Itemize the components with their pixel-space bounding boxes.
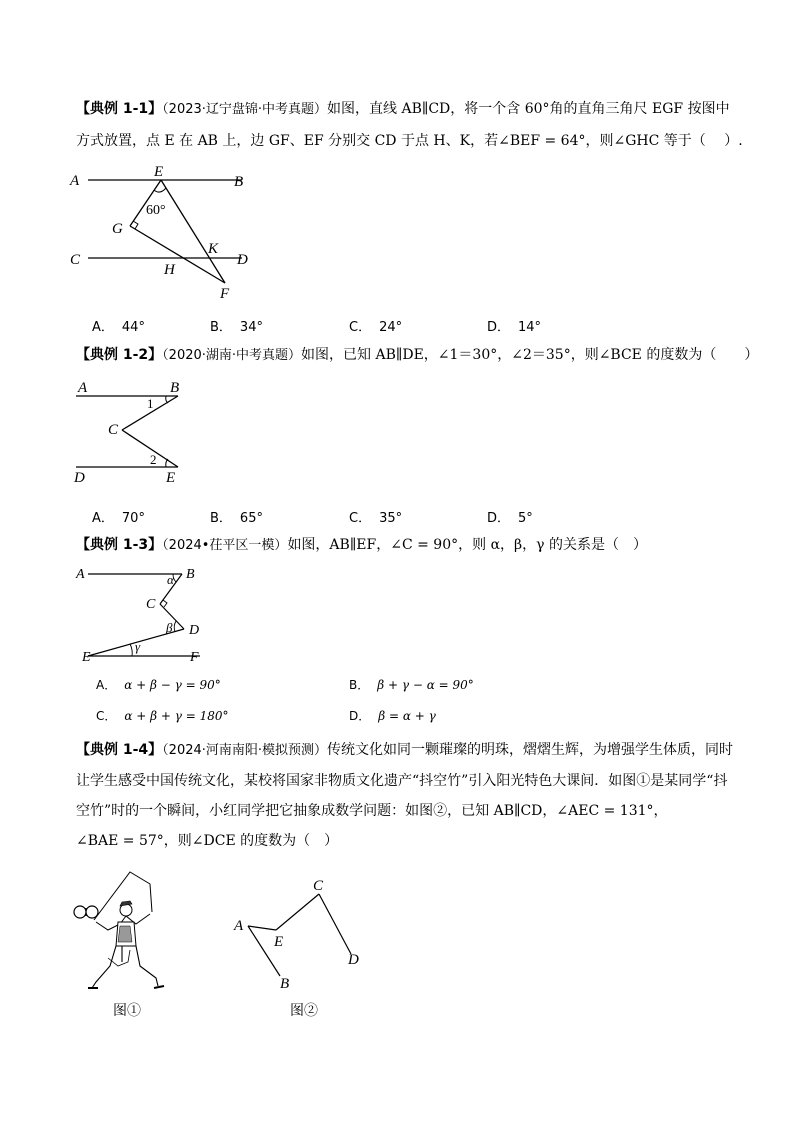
q4-text-1: 传统文化如同一颗璀璨的明珠，熠熠生辉，为增强学生体质，同时 bbox=[327, 742, 734, 758]
q2-option-c-label: C． bbox=[349, 511, 372, 526]
q2-label-1: 1 bbox=[147, 396, 154, 411]
q4-line2: 让学生感受中国传统文化，某校将国家非物质文化遗产“抖空竹”引入阳光特色大课间．如图①是某同学“抖 bbox=[76, 773, 728, 789]
q3-option-d-label: D． bbox=[349, 709, 371, 723]
q2-option-a[interactable] bbox=[92, 507, 145, 526]
q2-tag: 【典例 1-2】 bbox=[76, 347, 163, 363]
q1-option-b-label: B． bbox=[210, 320, 232, 335]
q3-figure bbox=[72, 562, 222, 670]
q1-line1 bbox=[76, 98, 730, 121]
q2-option-a-label: A． bbox=[92, 511, 114, 526]
q4-label-A: A bbox=[234, 918, 244, 934]
q3-option-c[interactable] bbox=[96, 707, 229, 724]
q1-label-B: B bbox=[234, 174, 244, 190]
q3-option-b-value: β + γ − α = 90° bbox=[377, 678, 474, 692]
q1-label-D: D bbox=[237, 252, 248, 268]
q1-label-angle: 60° bbox=[146, 203, 166, 218]
q2-option-b-value: 65° bbox=[239, 511, 263, 526]
q1-option-a-value: 44° bbox=[121, 320, 145, 335]
q3-option-d-value: β = α + γ bbox=[378, 709, 436, 723]
q3-option-a-value: α + β − γ = 90° bbox=[124, 678, 221, 692]
q3-label-gamma: γ bbox=[135, 639, 141, 654]
q3-text-1: 如图，AB∥EF，∠C = 90°，则 α，β，γ 的关系是（ ） bbox=[287, 537, 647, 553]
q1-label-F: F bbox=[220, 286, 230, 302]
q4-label-B: B bbox=[280, 976, 290, 992]
q2-label-A: A bbox=[78, 380, 88, 396]
q2-option-d[interactable] bbox=[487, 507, 533, 526]
q1-option-b[interactable] bbox=[210, 316, 263, 335]
q3-label-A: A bbox=[76, 567, 85, 582]
q3-label-beta: β bbox=[166, 620, 173, 635]
q1-option-b-value: 34° bbox=[239, 320, 263, 335]
q3-option-c-label: C． bbox=[96, 709, 117, 723]
q2-option-c[interactable] bbox=[349, 507, 402, 526]
q4-line1 bbox=[76, 739, 733, 762]
q3-option-a[interactable] bbox=[96, 676, 221, 693]
q1-option-a-label: A． bbox=[92, 320, 114, 335]
q2-figure bbox=[72, 378, 202, 488]
q1-label-G: G bbox=[112, 221, 123, 237]
q3-label-E: E bbox=[82, 650, 91, 665]
q2-option-c-value: 35° bbox=[379, 511, 403, 526]
q2-option-a-value: 70° bbox=[121, 511, 145, 526]
q2-option-b[interactable] bbox=[210, 507, 263, 526]
q3-option-d[interactable] bbox=[349, 707, 436, 724]
q4-line4: ∠BAE = 57°，则∠DCE 的度数为（ ） bbox=[76, 833, 339, 849]
q1-source: （2023·辽宁盘锦·中考真题） bbox=[162, 102, 328, 117]
q3-label-B: B bbox=[186, 567, 195, 582]
q3-source: （2024•茌平区一模） bbox=[162, 538, 288, 553]
q1-option-d-value: 14° bbox=[518, 320, 542, 335]
q1-option-c-value: 24° bbox=[379, 320, 403, 335]
q4-label-C: C bbox=[313, 878, 324, 894]
q1-figure bbox=[70, 160, 270, 305]
q3-option-b-label: B． bbox=[349, 678, 370, 692]
q3-option-b[interactable] bbox=[349, 676, 474, 693]
q2-option-b-label: B． bbox=[210, 511, 232, 526]
q1-option-d-label: D． bbox=[487, 320, 511, 335]
q3-tag: 【典例 1-3】 bbox=[76, 537, 163, 553]
q3-label-alpha: α bbox=[167, 572, 174, 587]
q3-label-D: D bbox=[189, 623, 200, 638]
q2-option-d-label: D． bbox=[487, 511, 511, 526]
q2-label-D: D bbox=[74, 470, 85, 486]
q1-label-A: A bbox=[70, 173, 80, 189]
q2-label-B: B bbox=[170, 380, 180, 396]
q2-text-1: 如图，已知 AB∥DE，∠1＝30°，∠2＝35°，则∠BCE 的度数为（ ） bbox=[301, 347, 759, 363]
q3-label-C: C bbox=[146, 597, 156, 612]
q4-figure2 bbox=[228, 874, 378, 994]
q1-label-H: H bbox=[164, 262, 175, 278]
q4-label-E: E bbox=[274, 934, 284, 950]
q1-option-d[interactable] bbox=[487, 316, 541, 335]
q1-option-c[interactable] bbox=[349, 316, 402, 335]
q4-caption-1: 图① bbox=[113, 1003, 141, 1019]
q4-figure1-illustration bbox=[70, 862, 170, 994]
q3-label-F: F bbox=[190, 650, 199, 665]
q2-label-E: E bbox=[166, 470, 176, 486]
q1-option-c-label: C． bbox=[349, 320, 372, 335]
q1-line2: 方式放置，点 E 在 AB 上，边 GF、EF 分别交 CD 于点 H、K，若∠BEF = 64°，则∠GHC 等于（ ）. bbox=[76, 133, 743, 149]
q1-tag: 【典例 1-1】 bbox=[76, 101, 163, 117]
q2-line1 bbox=[76, 344, 758, 367]
q1-label-C: C bbox=[70, 252, 81, 268]
q3-option-c-value: α + β + γ = 180° bbox=[124, 709, 229, 723]
q1-label-K: K bbox=[208, 241, 219, 257]
q1-label-E: E bbox=[154, 164, 164, 180]
q3-option-a-label: A． bbox=[96, 678, 117, 692]
q1-option-a[interactable] bbox=[92, 316, 145, 335]
q4-caption-2: 图② bbox=[290, 1003, 318, 1019]
q4-line3: 空竹”时的一个瞬间，小红同学把它抽象成数学问题：如图②，已知 AB∥CD，∠AEC = 131°， bbox=[76, 803, 668, 819]
q2-label-2: 2 bbox=[150, 452, 157, 467]
q4-source: （2024·河南南阳·模拟预测） bbox=[162, 743, 328, 758]
q2-label-C: C bbox=[108, 422, 119, 438]
q4-label-D: D bbox=[348, 952, 359, 968]
q4-tag: 【典例 1-4】 bbox=[76, 742, 163, 758]
q3-line1 bbox=[76, 534, 647, 557]
q1-text-1: 如图，直线 AB∥CD，将一个含 60°角的直角三角尺 EGF 按图中 bbox=[327, 101, 730, 117]
q2-source: （2020·湖南·中考真题） bbox=[162, 348, 302, 363]
q2-option-d-value: 5° bbox=[518, 511, 533, 526]
